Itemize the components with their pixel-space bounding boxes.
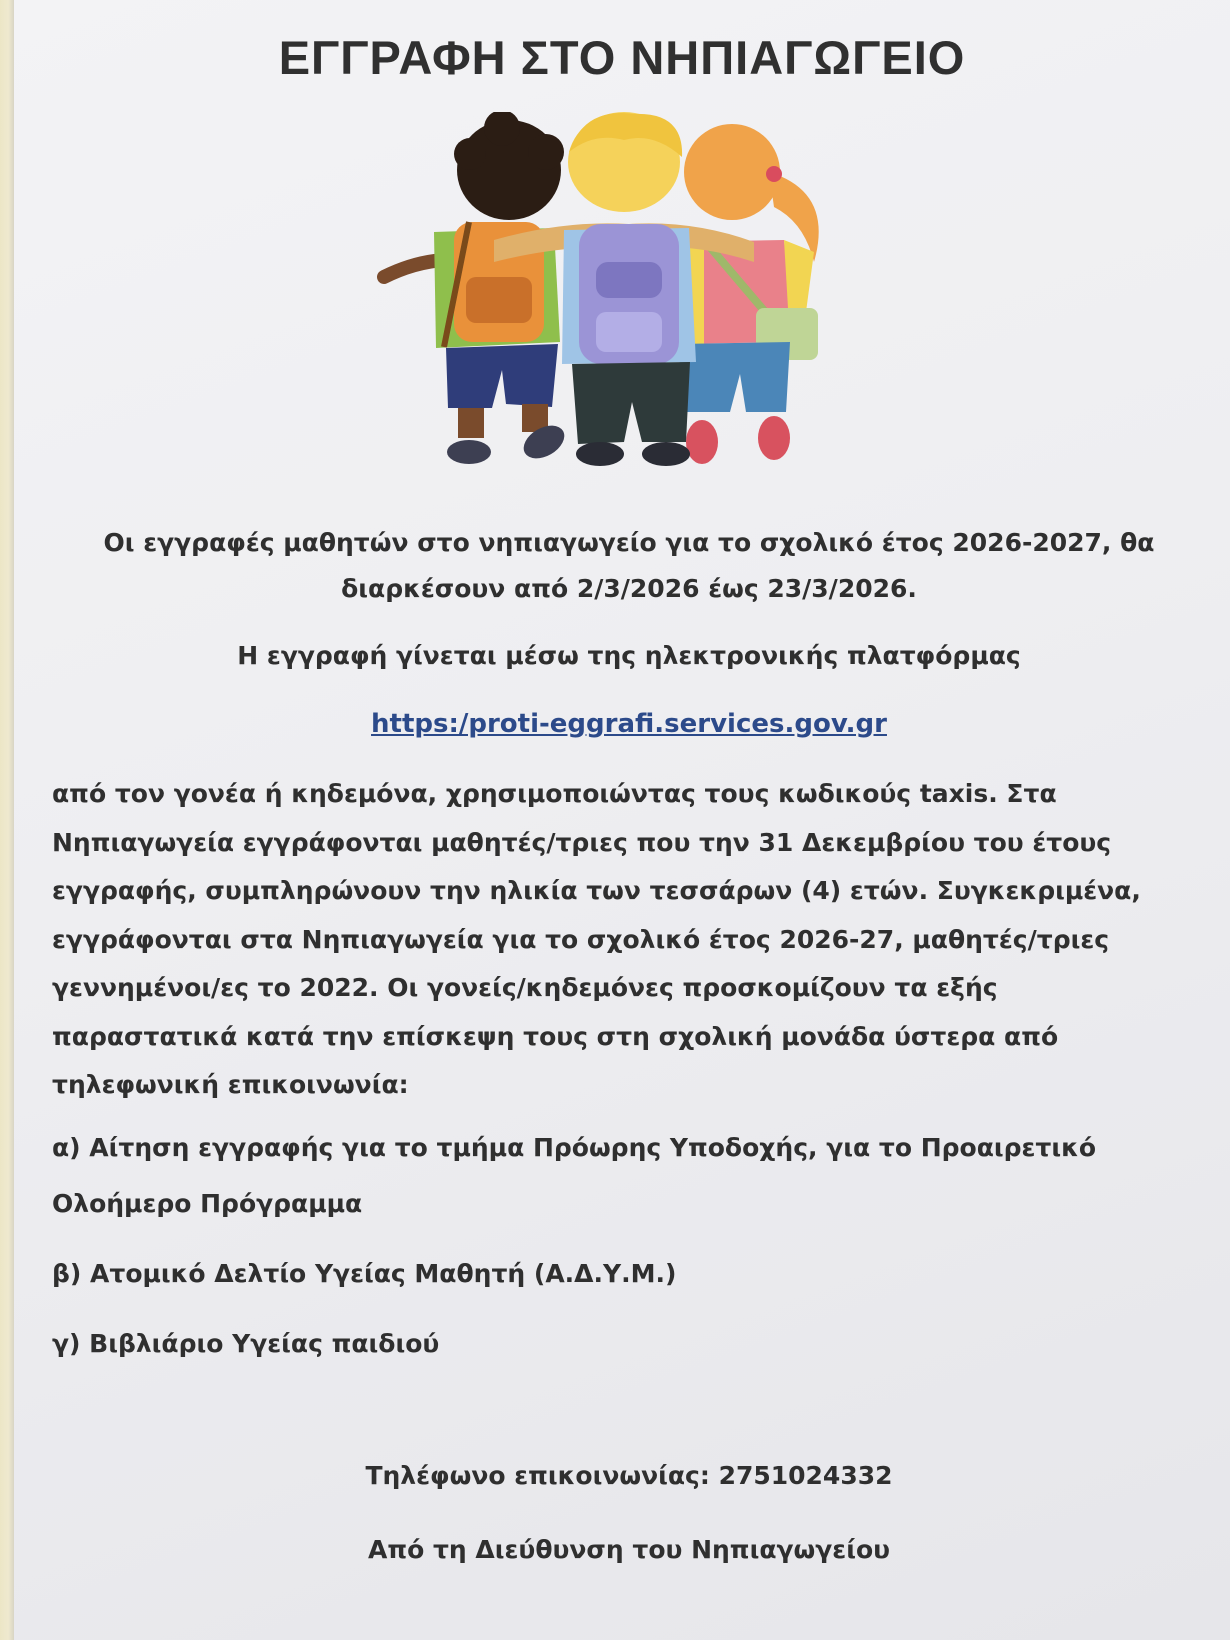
platform-text: Η εγγραφή γίνεται μέσω της ηλεκτρονικής πλατφόρμας [237, 641, 1021, 670]
platform-link[interactable]: https:/proti-eggrafi.services.gov.gr [371, 709, 887, 739]
child-left-figure [384, 112, 570, 465]
paper-edge-background [0, 0, 14, 1640]
signature-line: Από τη Διεύθυνση του Νηπιαγωγείου [367, 1535, 891, 1564]
list-item-c: γ) Βιβλιάριο Υγείας παιδιού [52, 1329, 440, 1358]
list-item-b: β) Ατομικό Δελτίο Υγείας Μαθητή (Α.Δ.Υ.Μ.) [52, 1259, 677, 1288]
intro-line: διαρκέσουν από 2/3/2026 έως 23/3/2026. [341, 574, 917, 603]
body-paragraph [52, 770, 1222, 1110]
intro-line: Οι εγγραφές μαθητών στο νηπιαγωγείο για το σχολικό έτος 2026-2027, θα [103, 528, 1155, 557]
page-title: ΕΓΓΡΑΦΗ ΣΤΟ ΝΗΠΙΑΓΩΓΕΙΟ [278, 31, 966, 84]
body-line: Νηπιαγωγεία εγγράφονται μαθητές/τριες που την 31 Δεκεμβρίου του έτους [52, 827, 1112, 857]
list-item-a [52, 1120, 1222, 1232]
list-item-line: α) Αίτηση εγγραφής για το τμήμα Πρόωρης Υποδοχής, για το Προαιρετικό [52, 1133, 1097, 1162]
body-line: παραστατικά κατά την επίσκεψη τους στη σχολική μονάδα ύστερα από [52, 1021, 1059, 1051]
body-line: από τον γονέα ή κηδεμόνα, χρησιμοποιώντας τους κωδικούς taxis. Στα [52, 779, 1057, 808]
contact-phone: Τηλέφωνο επικοινωνίας: 2751024332 [365, 1461, 893, 1490]
body-line: εγγραφής, συμπληρώνουν την ηλικία των τεσσάρων (4) ετών. Συγκεκριμένα, [52, 876, 1141, 905]
body-line: εγγράφονται στα Νηπιαγωγεία για το σχολικό έτος 2026-27, μαθητές/τριες [52, 924, 1110, 954]
intro-paragraph [54, 520, 1204, 612]
body-line: γεννημένοι/ες το 2022. Οι γονείς/κηδεμόνες προσκομίζουν τα εξής [52, 973, 998, 1002]
list-item-line: Ολοήμερο Πρόγραμμα [52, 1189, 363, 1218]
child-right-figure [674, 124, 819, 464]
body-line: τηλεφωνική επικοινωνία: [52, 1070, 409, 1099]
three-children-with-backpacks-illustration [374, 112, 894, 492]
notice-page [14, 0, 1230, 1640]
